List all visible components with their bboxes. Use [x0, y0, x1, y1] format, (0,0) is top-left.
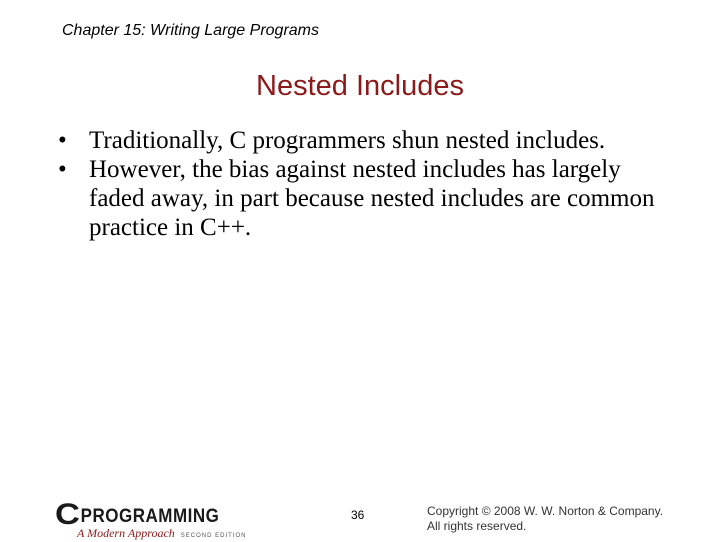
logo-subtitle: A Modern Approach: [77, 526, 175, 540]
logo-letter: C: [55, 498, 80, 531]
bullet-text: Traditionally, C programmers shun nested includes.: [89, 127, 606, 154]
copyright-line: All rights reserved.: [427, 519, 527, 533]
logo-edition: SECOND EDITION: [180, 533, 247, 539]
bullet-item: [58, 126, 658, 155]
chapter-header: Chapter 15: Writing Large Programs: [62, 22, 319, 39]
bullet-list: [58, 126, 658, 242]
page-number: 36: [351, 508, 365, 522]
slide-title-text: Nested Includes: [256, 70, 464, 102]
bullet-item: [58, 155, 658, 242]
bullet-dot: •: [58, 156, 67, 183]
slide-title: [0, 70, 720, 103]
logo-word: PROGRAMMING: [80, 504, 220, 527]
book-logo: [55, 500, 270, 540]
copyright-notice: [427, 504, 663, 534]
logo-subline: [77, 524, 246, 542]
bullet-dot: •: [58, 127, 67, 154]
bullet-text: However, the bias against nested includes has largely faded away, in part because nested includes are common practice in C++.: [89, 156, 655, 241]
copyright-line: Copyright © 2008 W. W. Norton & Company.: [427, 504, 664, 518]
